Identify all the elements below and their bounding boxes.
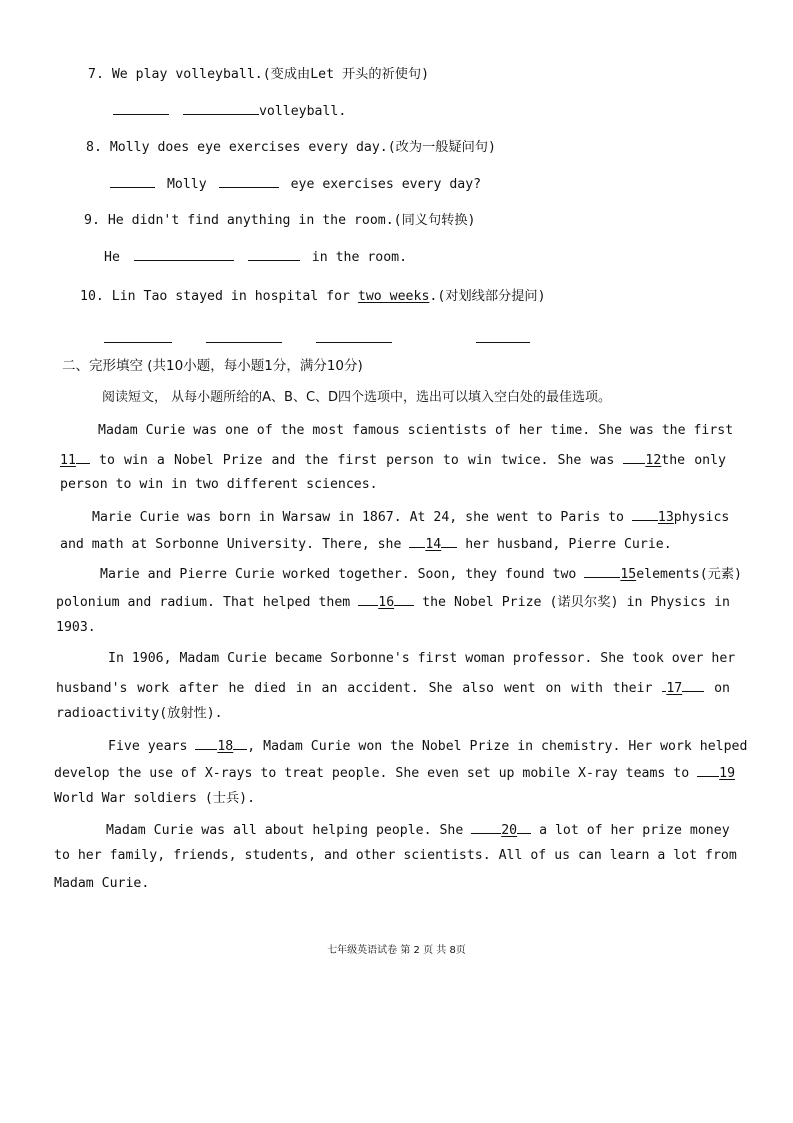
answer-text: in the room. <box>311 250 408 265</box>
blank-19[interactable] <box>697 766 735 781</box>
blank-12[interactable] <box>623 453 661 468</box>
passage-text: to win a Nobel Prize and the first person to win twice. She was <box>99 453 615 468</box>
passage-line <box>108 735 748 756</box>
passage-text: develop the use of X-rays to treat people. She even set up mobile X-ray teams to <box>54 766 690 781</box>
blank-number: 18 <box>217 739 234 754</box>
passage-text: polonium and radium. That helped them <box>56 595 351 610</box>
underline-gap <box>697 762 719 777</box>
passage-text: physics <box>673 510 730 525</box>
passage-text: her husband, Pierre Curie. <box>465 537 672 552</box>
underline-gap <box>195 735 217 750</box>
question-10 <box>80 288 546 306</box>
passage-line <box>56 591 730 612</box>
underline-gap <box>394 591 414 606</box>
answer-text: Molly <box>166 177 207 192</box>
blank-number: 20 <box>501 823 518 838</box>
underline-gap <box>76 449 90 464</box>
passage-line: Madam Curie was one of the most famous scientists of her time. She was the first <box>98 423 734 438</box>
passage-line: 1903. <box>56 620 96 635</box>
blank-number: 16 <box>378 595 395 610</box>
passage-text: Marie and Pierre Curie worked together. Soon, they found two <box>100 567 577 582</box>
passage-text: elements(元素) <box>636 567 742 582</box>
passage-line: World War soldiers (士兵). <box>54 791 256 806</box>
passage-text: on <box>714 681 730 696</box>
passage-line: In 1906, Madam Curie became Sorbonne's first woman professor. She took over her <box>108 651 736 666</box>
passage-text: the Nobel Prize (诺贝尔奖) in Physics in <box>422 595 730 610</box>
underline-gap <box>233 735 247 750</box>
passage-line <box>56 677 730 698</box>
underline-gap <box>584 563 620 578</box>
answer-blank[interactable] <box>316 328 392 343</box>
question-text: We play volleyball.(变成由Let 开头的祈使句) <box>111 67 430 82</box>
section-heading: 二、完形填空 (共10小题，每小题1分，满分10分) <box>62 358 363 374</box>
underline-gap <box>623 449 645 464</box>
blank-13[interactable] <box>632 510 674 525</box>
blank-17[interactable] <box>662 681 704 696</box>
question-text: Lin Tao stayed in hospital for <box>111 289 350 304</box>
question-number: 10. <box>80 289 104 304</box>
passage-line <box>106 819 728 840</box>
question-text: .(对划线部分提问) <box>429 289 546 304</box>
passage-line: radioactivity(放射性). <box>56 706 223 721</box>
underline-gap <box>682 677 704 692</box>
blank-11[interactable]: 11 <box>60 453 76 468</box>
answer-blank[interactable] <box>248 246 300 261</box>
question-text: He didn't find anything in the room.(同义句转换) <box>107 213 476 228</box>
question-8 <box>86 139 496 157</box>
passage-line <box>60 533 672 554</box>
answer-text: eye exercises every day? <box>290 177 482 192</box>
answer-blank[interactable] <box>219 173 279 188</box>
blank-18[interactable] <box>195 739 247 754</box>
question-9 <box>84 212 475 230</box>
passage-text: , Madam Curie won the Nobel Prize in chemistry. Her work helped <box>247 739 748 754</box>
question-number: 9. <box>84 213 100 228</box>
answer-blank[interactable] <box>134 246 234 261</box>
blank-number: 12 <box>645 453 662 468</box>
answer-line-8 <box>110 173 481 194</box>
blank-16[interactable] <box>358 595 414 610</box>
passage-line <box>60 449 726 470</box>
blank-20[interactable] <box>471 823 531 838</box>
answer-text: volleyball. <box>258 104 347 119</box>
page-footer: 七年级英语试卷 第 2 页 共 8页 <box>327 945 466 956</box>
question-7 <box>88 66 429 84</box>
passage-line <box>100 563 742 584</box>
blank-number: 14 <box>425 537 442 552</box>
answer-blank[interactable] <box>183 100 259 115</box>
question-number: 8. <box>86 140 102 155</box>
blank-number: 19 <box>719 766 736 781</box>
passage-text: husband's work after he died in an accident. She also went on with their <box>56 681 653 696</box>
passage-text: Marie Curie was born in Warsaw in 1867. At 24, she went to Paris to <box>92 510 624 525</box>
answer-blank[interactable] <box>104 328 172 343</box>
question-text: Molly does eye exercises every day.(改为一般疑问句) <box>109 140 496 155</box>
blank-number: 15 <box>620 567 637 582</box>
underlined-phrase: two weeks <box>357 289 430 304</box>
underline-gap <box>471 819 501 834</box>
passage-line: Madam Curie. <box>54 876 150 891</box>
answer-text: He <box>104 250 120 265</box>
passage-line: person to win in two different sciences. <box>60 477 378 492</box>
passage-text: the only <box>661 453 726 468</box>
answer-blank[interactable] <box>113 100 169 115</box>
blank-15[interactable] <box>584 567 636 582</box>
passage-text: and math at Sorbonne University. There, she <box>60 537 402 552</box>
blank-number: 13 <box>657 510 674 525</box>
answer-line-9 <box>104 246 407 267</box>
answer-blank[interactable] <box>206 328 282 343</box>
question-number: 7. <box>88 67 104 82</box>
passage-text: Madam Curie was all about helping people. She <box>106 823 464 838</box>
answer-blank[interactable] <box>476 328 530 343</box>
answer-line-10 <box>104 328 530 349</box>
passage-line <box>92 506 730 527</box>
passage-line <box>54 762 736 783</box>
underline-gap <box>358 591 378 606</box>
answer-line-7 <box>113 100 346 121</box>
underline-gap <box>441 533 457 548</box>
passage-line: to her family, friends, students, and other scientists. All of us can learn a lot from <box>54 848 737 863</box>
answer-blank[interactable] <box>110 173 155 188</box>
section-instruction: 阅读短文， 从每小题所给的A、B、C、D四个选项中，选出可以填入空白处的最佳选项。 <box>102 390 612 405</box>
underline-gap <box>632 506 658 521</box>
passage-text: a lot of her prize money <box>539 823 730 838</box>
passage-text: Five years <box>108 739 188 754</box>
blank-number: 17 <box>666 681 683 696</box>
blank-14[interactable] <box>409 537 457 552</box>
underline-gap <box>409 533 425 548</box>
underline-gap <box>517 819 531 834</box>
